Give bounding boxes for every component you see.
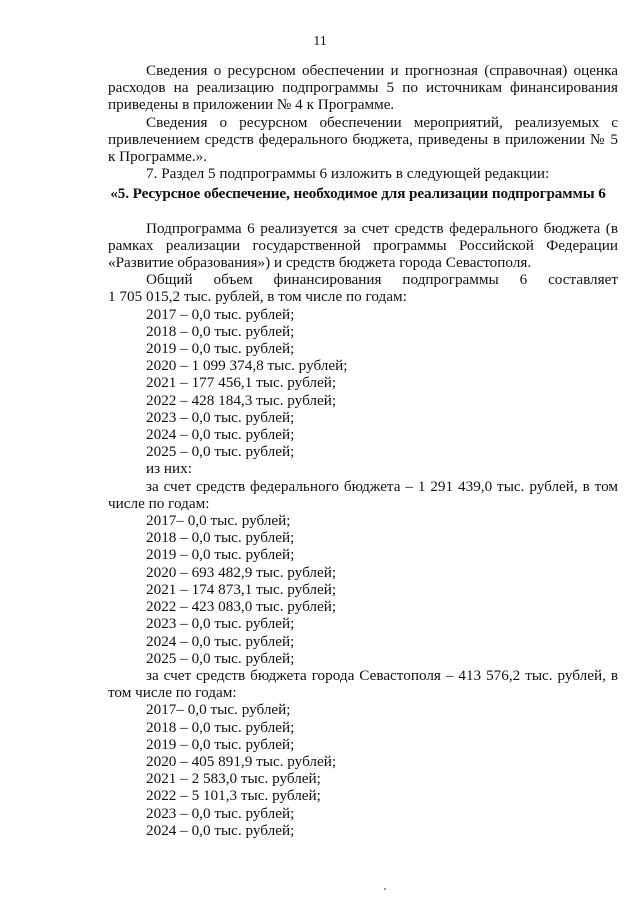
total-by-year-list (108, 306, 618, 461)
city-by-year-list (108, 701, 618, 839)
list-item: 2022 – 428 184,3 тыс. рублей; (146, 391, 337, 409)
list-item: 2024 – 0,0 тыс. рублей; (146, 632, 295, 650)
list-item: 2022 – 5 101,3 тыс. рублей; (146, 787, 321, 805)
list-item: 2025 – 0,0 тыс. рублей; (146, 649, 295, 667)
list-item: 2021 – 177 456,1 тыс. рублей; (146, 374, 337, 392)
list-item: 2024 – 0,0 тыс. рублей; (146, 426, 295, 444)
list-item: 2019 – 0,0 тыс. рублей; (146, 546, 295, 564)
paragraph-total-volume: Общий объем финансирования подпрограммы 6 составляет (146, 271, 618, 289)
section-heading: «5. Ресурсное обеспечение, необходимое для реализации подпрограммы 6 (110, 185, 606, 203)
page-number: 11 (313, 34, 327, 49)
list-item: 2017– 0,0 тыс. рублей; (146, 701, 291, 719)
list-item: 2020 – 693 482,9 тыс. рублей; (146, 563, 337, 581)
list-item: 2017 – 0,0 тыс. рублей; (146, 305, 295, 323)
list-item: 2019 – 0,0 тыс. рублей; (146, 340, 295, 358)
list-item: 2018 – 0,0 тыс. рублей; (146, 322, 295, 340)
list-item: 2023 – 0,0 тыс. рублей; (146, 615, 295, 633)
federal-by-year-list (108, 512, 618, 667)
paragraph-resources-forecast: Сведения о ресурсном обеспечении и прогнозная (справочная) оценка расходов на реализацию подпрограммы 5 по источникам финансирования приведены в приложении № 4 к Программе. (108, 62, 618, 114)
paragraph-total-volume-cont: 1 705 015,2 тыс. рублей, в том числе по годам: (108, 288, 407, 306)
paragraph-amendment: 7. Раздел 5 подпрограммы 6 изложить в следующей редакции: (146, 165, 550, 183)
document-body (108, 62, 618, 839)
list-item: 2018 – 0,0 тыс. рублей; (146, 529, 295, 547)
scan-speck (384, 888, 386, 890)
list-item: 2019 – 0,0 тыс. рублей; (146, 735, 295, 753)
list-item: 2018 – 0,0 тыс. рублей; (146, 718, 295, 736)
list-item: 2021 – 174 873,1 тыс. рублей; (146, 580, 337, 598)
list-item: 2025 – 0,0 тыс. рублей; (146, 443, 295, 461)
list-item: 2020 – 1 099 374,8 тыс. рублей; (146, 357, 348, 375)
paragraph-federal-measures: Сведения о ресурсном обеспечении мероприятий, реализуемых с привлечением средств федерального бюджета, приведены в приложении № 5 к Программе.». (108, 113, 618, 166)
paragraph-funding-sources: Подпрограмма 6 реализуется за счет средств федерального бюджета (в рамках реализации государственной программы Российской Федерации «Развитие образования») и средств бюджета города Севастополя. (108, 219, 618, 272)
list-item: 2023 – 0,0 тыс. рублей; (146, 804, 295, 822)
paragraph-city-budget: за счет средств бюджета города Севастополя – 413 576,2 тыс. рублей, в том числе по годам: (108, 666, 618, 702)
list-item: 2024 – 0,0 тыс. рублей; (146, 821, 295, 839)
paragraph-federal-budget: за счет средств федерального бюджета – 1 291 439,0 тыс. рублей, в том числе по годам: (108, 477, 618, 512)
list-item: 2023 – 0,0 тыс. рублей; (146, 408, 295, 426)
list-item: 2020 – 405 891,9 тыс. рублей; (146, 752, 337, 770)
list-item: 2017– 0,0 тыс. рублей; (146, 512, 291, 530)
list-item: 2021 – 2 583,0 тыс. рублей; (146, 770, 321, 788)
from-them-label: из них: (146, 460, 192, 478)
list-item: 2022 – 423 083,0 тыс. рублей; (146, 598, 337, 616)
